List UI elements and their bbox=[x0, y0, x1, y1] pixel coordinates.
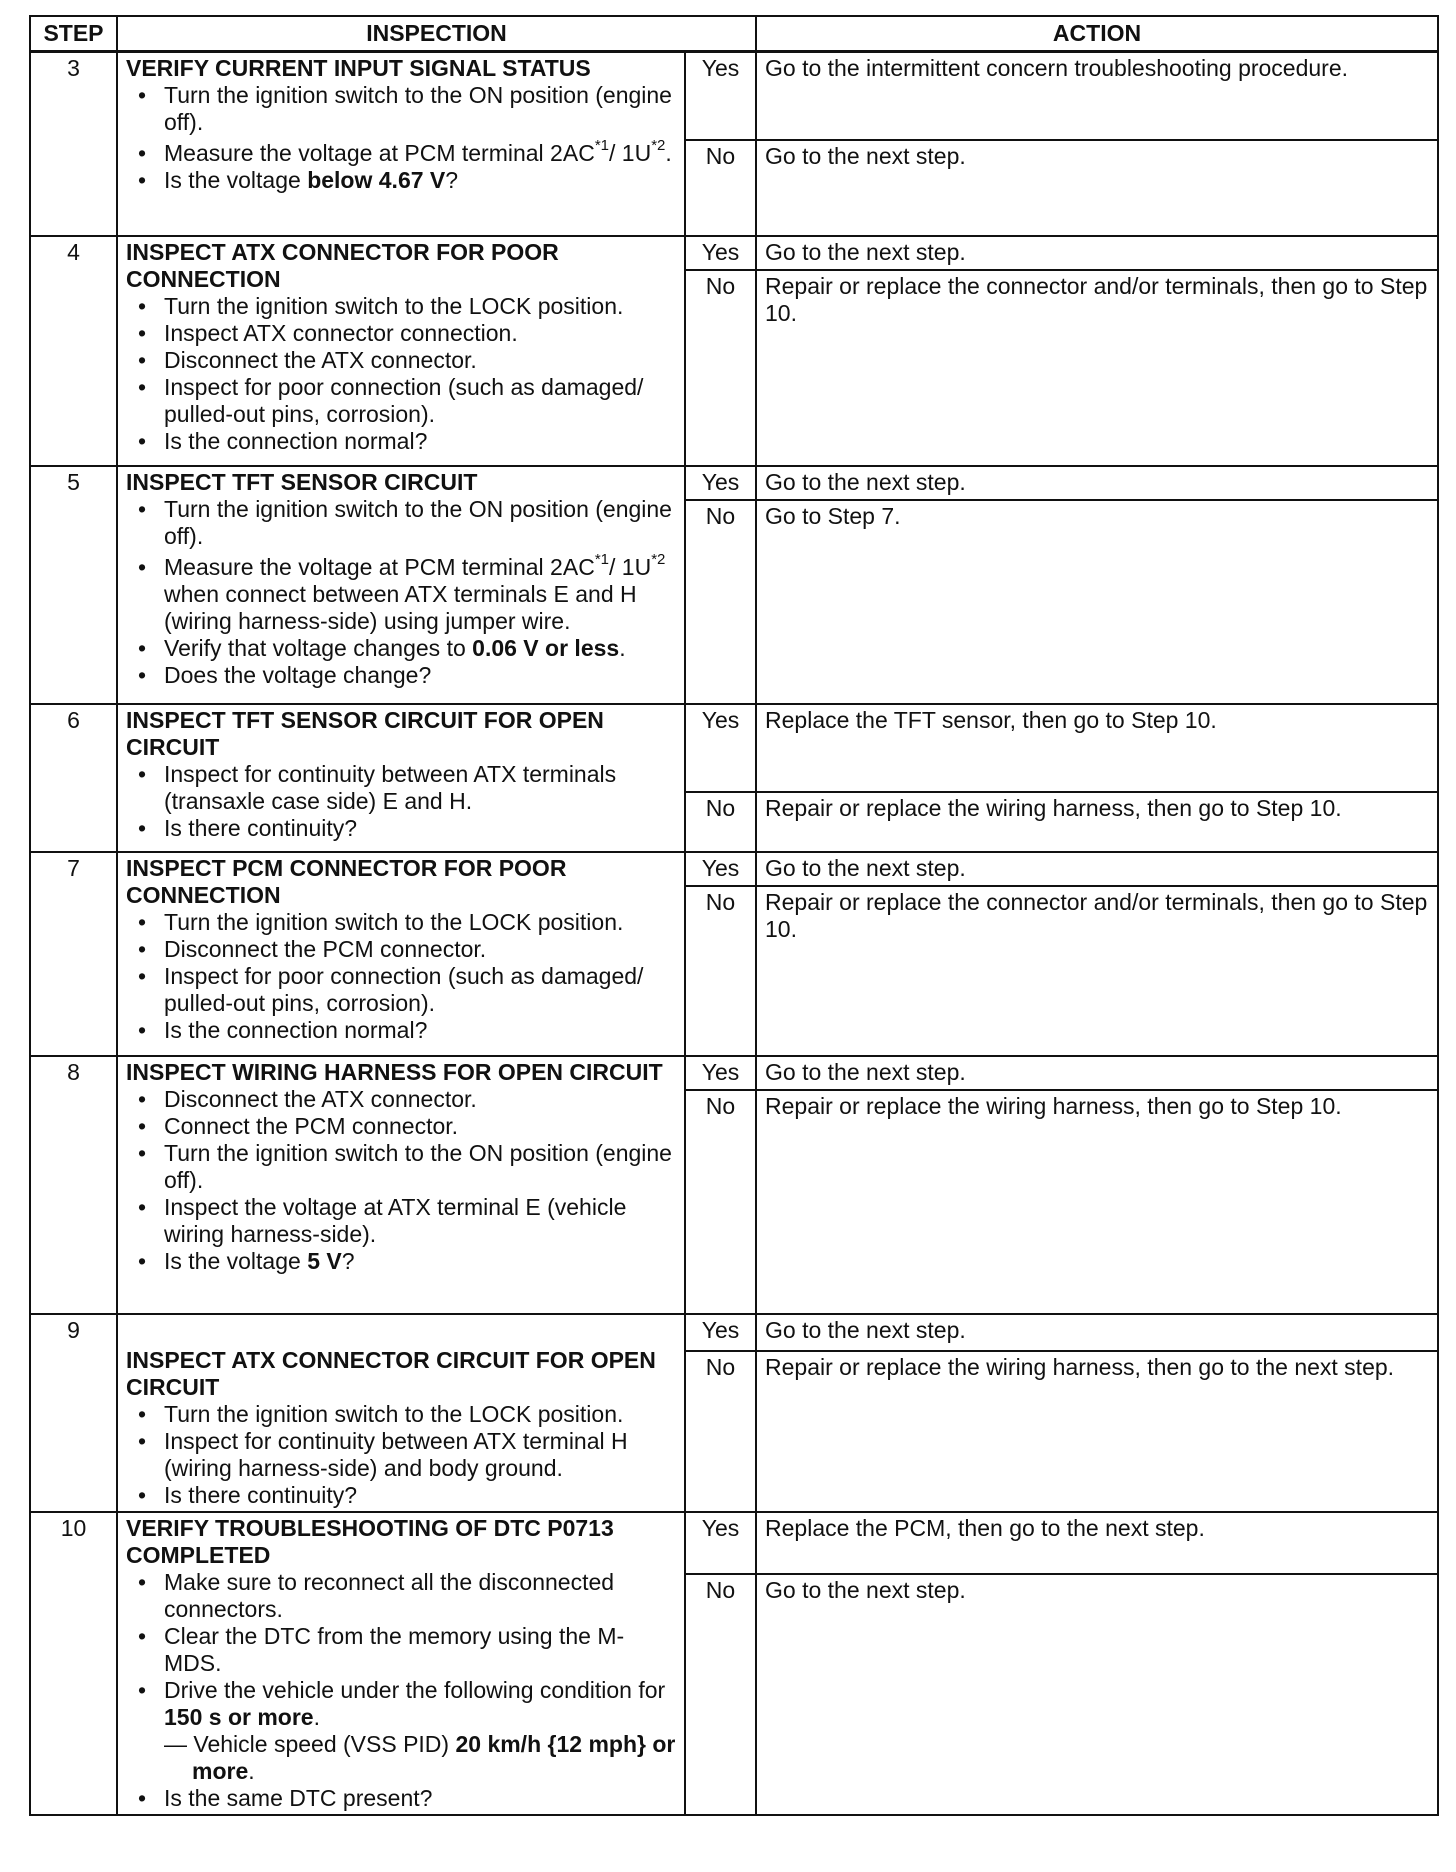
inspection-item: • Is the voltage below 4.67 V? bbox=[164, 167, 676, 194]
inspection-item: • Disconnect the ATX connector. bbox=[164, 347, 676, 374]
step-row-10 bbox=[30, 1512, 1438, 1574]
condition-line: — Vehicle speed (VSS PID) 20 km/h {12 mph} or more. bbox=[164, 1730, 676, 1784]
header-row bbox=[30, 16, 1438, 52]
inspection-item: • Is there continuity? bbox=[164, 815, 676, 842]
inspection-item: • Turn the ignition switch to the ON position (engine off). bbox=[164, 496, 676, 550]
no-label: No bbox=[685, 1574, 756, 1815]
step-number: 3 bbox=[30, 52, 117, 236]
step-title: INSPECT TFT SENSOR CIRCUIT bbox=[126, 468, 478, 495]
step-row-8 bbox=[30, 1056, 1438, 1090]
yes-label: Yes bbox=[685, 1512, 756, 1574]
no-action: Go to Step 7. bbox=[756, 500, 1438, 704]
inspection-item: • Make sure to reconnect all the disconnected connectors. bbox=[164, 1569, 676, 1623]
step-title: INSPECT ATX CONNECTOR FOR POOR CONNECTION bbox=[126, 238, 559, 292]
yes-action: Replace the PCM, then go to the next step. bbox=[756, 1512, 1438, 1574]
yes-action: Go to the next step. bbox=[756, 1056, 1438, 1090]
inspection-item: • Inspect for poor connection (such as damaged/ pulled-out pins, corrosion). bbox=[164, 963, 676, 1017]
yes-label: Yes bbox=[685, 704, 756, 792]
inspection-cell bbox=[117, 236, 685, 466]
step-number: 4 bbox=[30, 236, 117, 466]
inspection-cell bbox=[117, 852, 685, 1056]
no-action: Repair or replace the wiring harness, then go to Step 10. bbox=[756, 792, 1438, 852]
yes-action: Go to the intermittent concern troubleshooting procedure. bbox=[756, 52, 1438, 140]
step-header: STEP bbox=[30, 16, 117, 52]
inspection-item: • Disconnect the ATX connector. bbox=[164, 1086, 676, 1113]
inspection-item: • Does the voltage change? bbox=[164, 662, 676, 689]
step-number: 5 bbox=[30, 466, 117, 704]
yes-label: Yes bbox=[685, 852, 756, 886]
no-label: No bbox=[685, 1351, 756, 1512]
step-row-4 bbox=[30, 236, 1438, 270]
yes-label: Yes bbox=[685, 1056, 756, 1090]
inspection-header: INSPECTION bbox=[117, 16, 756, 52]
no-label: No bbox=[685, 886, 756, 1056]
inspection-item: • Turn the ignition switch to the LOCK position. bbox=[164, 293, 676, 320]
step-title: VERIFY TROUBLESHOOTING OF DTC P0713 COMPLETED bbox=[126, 1514, 614, 1568]
inspection-item: • Is the voltage 5 V? bbox=[164, 1248, 676, 1275]
no-action: Repair or replace the connector and/or terminals, then go to Step 10. bbox=[756, 886, 1438, 1056]
inspection-item: • Inspect ATX connector connection. bbox=[164, 320, 676, 347]
step-title: VERIFY CURRENT INPUT SIGNAL STATUS bbox=[126, 55, 591, 81]
no-label: No bbox=[685, 1090, 756, 1314]
inspection-item: • Is the connection normal? bbox=[164, 428, 676, 455]
inspection-cell bbox=[117, 466, 685, 704]
inspection-item: • Inspect the voltage at ATX terminal E (vehicle wiring harness-side). bbox=[164, 1194, 676, 1248]
yes-action: Go to the next step. bbox=[756, 852, 1438, 886]
no-label: No bbox=[685, 792, 756, 852]
no-action: Repair or replace the connector and/or terminals, then go to Step 10. bbox=[756, 270, 1438, 466]
no-action: Go to the next step. bbox=[756, 1574, 1438, 1815]
inspection-item: • Measure the voltage at PCM terminal 2AC$^{*1}$/ $1U^{*2}$. bbox=[164, 140, 676, 167]
yes-label: Yes bbox=[685, 466, 756, 500]
inspection-item: • Clear the DTC from the memory using the M-MDS. bbox=[164, 1623, 676, 1677]
step-number: 6 bbox=[30, 704, 117, 852]
step-number: 7 bbox=[30, 852, 117, 1056]
yes-action: Replace the TFT sensor, then go to Step 10. bbox=[756, 704, 1438, 792]
yes-label: Yes bbox=[685, 1314, 756, 1351]
inspection-item: • Inspect for continuity between ATX terminal H (wiring harness-side) and body ground. bbox=[164, 1428, 676, 1482]
no-label: No bbox=[685, 500, 756, 704]
step-row-6 bbox=[30, 704, 1438, 792]
inspection-cell bbox=[117, 1056, 685, 1314]
inspection-item: • Connect the PCM connector. bbox=[164, 1113, 676, 1140]
no-label: No bbox=[685, 270, 756, 466]
step-row-7 bbox=[30, 852, 1438, 886]
no-label: No bbox=[685, 140, 756, 236]
inspection-item: • Inspect for poor connection (such as damaged/ pulled-out pins, corrosion). bbox=[164, 374, 676, 428]
inspection-cell bbox=[117, 1512, 685, 1815]
action-header: ACTION bbox=[756, 16, 1438, 52]
step-title: INSPECT TFT SENSOR CIRCUIT FOR OPEN CIRCUIT bbox=[126, 706, 604, 760]
no-action: Repair or replace the wiring harness, then go to the next step. bbox=[756, 1351, 1438, 1512]
inspection-item: • Inspect for continuity between ATX terminals (transaxle case side) E and H. bbox=[164, 761, 676, 815]
yes-action: Go to the next step. bbox=[756, 1314, 1438, 1351]
inspection-item: • Turn the ignition switch to the ON position (engine off). bbox=[164, 82, 676, 136]
step-number: 8 bbox=[30, 1056, 117, 1314]
step-title: INSPECT WIRING HARNESS FOR OPEN CIRCUIT bbox=[126, 1058, 663, 1085]
inspection-item: • Is the same DTC present? bbox=[164, 1785, 676, 1812]
step-title: INSPECT ATX CONNECTOR CIRCUIT FOR OPEN CIRCUIT bbox=[126, 1346, 656, 1400]
step-row-9 bbox=[30, 1314, 1438, 1351]
yes-label: Yes bbox=[685, 52, 756, 140]
step-number: 10 bbox=[30, 1512, 117, 1815]
step-number: 9 bbox=[30, 1314, 117, 1512]
inspection-cell bbox=[117, 1314, 685, 1512]
inspection-item: • Turn the ignition switch to the ON position (engine off). bbox=[164, 1140, 676, 1194]
no-action: Go to the next step. bbox=[756, 140, 1438, 236]
yes-action: Go to the next step. bbox=[756, 466, 1438, 500]
troubleshooting-table bbox=[29, 15, 1439, 1816]
inspection-item: • Verify that voltage changes to 0.06 V or less. bbox=[164, 635, 676, 662]
step-row-5 bbox=[30, 466, 1438, 500]
inspection-item: • Turn the ignition switch to the LOCK position. bbox=[164, 1401, 676, 1428]
inspection-cell bbox=[117, 52, 685, 236]
step-row-3 bbox=[30, 52, 1438, 140]
inspection-item: • Measure the voltage at PCM terminal 2AC$^{*1}$/ $1U^{*2}$ when connect between ATX terminals E and H (wiring harness-side) using jumper wire. bbox=[164, 554, 676, 635]
inspection-item: • Drive the vehicle under the following condition for 150 s or more. bbox=[164, 1677, 676, 1731]
inspection-item: • Is there continuity? bbox=[164, 1482, 676, 1509]
yes-action: Go to the next step. bbox=[756, 236, 1438, 270]
step-title: INSPECT PCM CONNECTOR FOR POOR CONNECTION bbox=[126, 854, 567, 908]
inspection-item: • Disconnect the PCM connector. bbox=[164, 936, 676, 963]
inspection-item: • Turn the ignition switch to the LOCK position. bbox=[164, 909, 676, 936]
no-action: Repair or replace the wiring harness, then go to Step 10. bbox=[756, 1090, 1438, 1314]
inspection-item: • Is the connection normal? bbox=[164, 1017, 676, 1044]
inspection-cell bbox=[117, 704, 685, 852]
yes-label: Yes bbox=[685, 236, 756, 270]
